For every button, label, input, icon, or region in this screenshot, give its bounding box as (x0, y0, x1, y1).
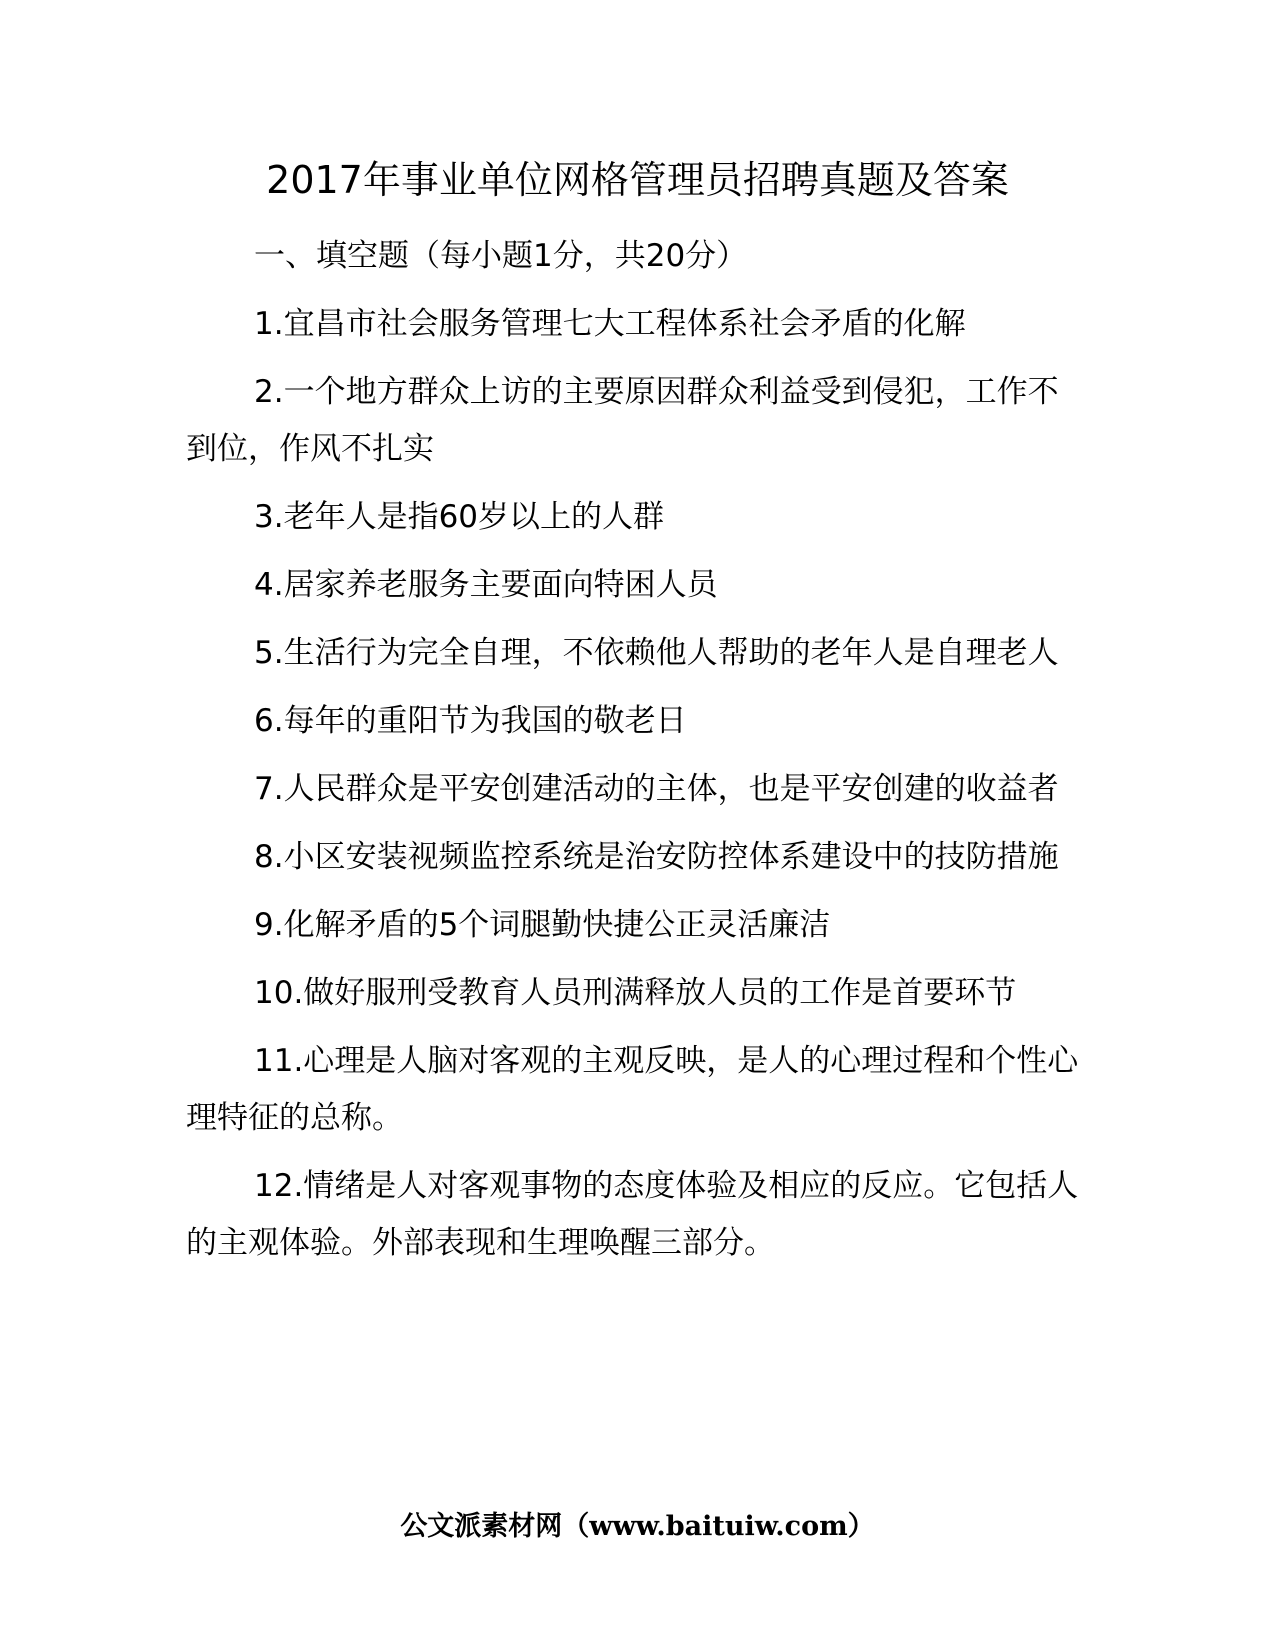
question-3: 3.老年人是指60岁以上的人群 (254, 499, 665, 535)
question-12: 12.情绪是人对客观事物的态度体验及相应的反应。它包括人的主观体验。外部表现和生理唤醒三部分。 (186, 1168, 1079, 1261)
footer-source: 公文派素材网（www.baituiw.com） (400, 1511, 875, 1542)
document-title: 2017年事业单位网格管理员招聘真题及答案 (266, 158, 1009, 202)
document-body (186, 228, 1088, 1272)
question-5: 5.生活行为完全自理，不依赖他人帮助的老年人是自理老人 (254, 635, 1059, 671)
question-4: 4.居家养老服务主要面向特困人员 (254, 567, 718, 603)
question-2: 2.一个地方群众上访的主要原因群众利益受到侵犯，工作不到位，作风不扎实 (186, 374, 1059, 467)
question-8: 8.小区安装视频监控系统是治安防控体系建设中的技防措施 (254, 839, 1059, 875)
section-heading: 一、填空题（每小题1分，共20分） (254, 238, 748, 274)
question-6: 6.每年的重阳节为我国的敬老日 (254, 703, 687, 739)
question-11: 11.心理是人脑对客观的主观反映，是人的心理过程和个性心理特征的总称。 (186, 1043, 1079, 1136)
question-9: 9.化解矛盾的5个词腿勤快捷公正灵活廉洁 (254, 907, 831, 943)
question-7: 7.人民群众是平安创建活动的主体，也是平安创建的收益者 (254, 771, 1059, 807)
question-10: 10.做好服刑受教育人员刑满释放人员的工作是首要环节 (254, 975, 1017, 1011)
question-1: 1.宜昌市社会服务管理七大工程体系社会矛盾的化解 (254, 306, 966, 342)
